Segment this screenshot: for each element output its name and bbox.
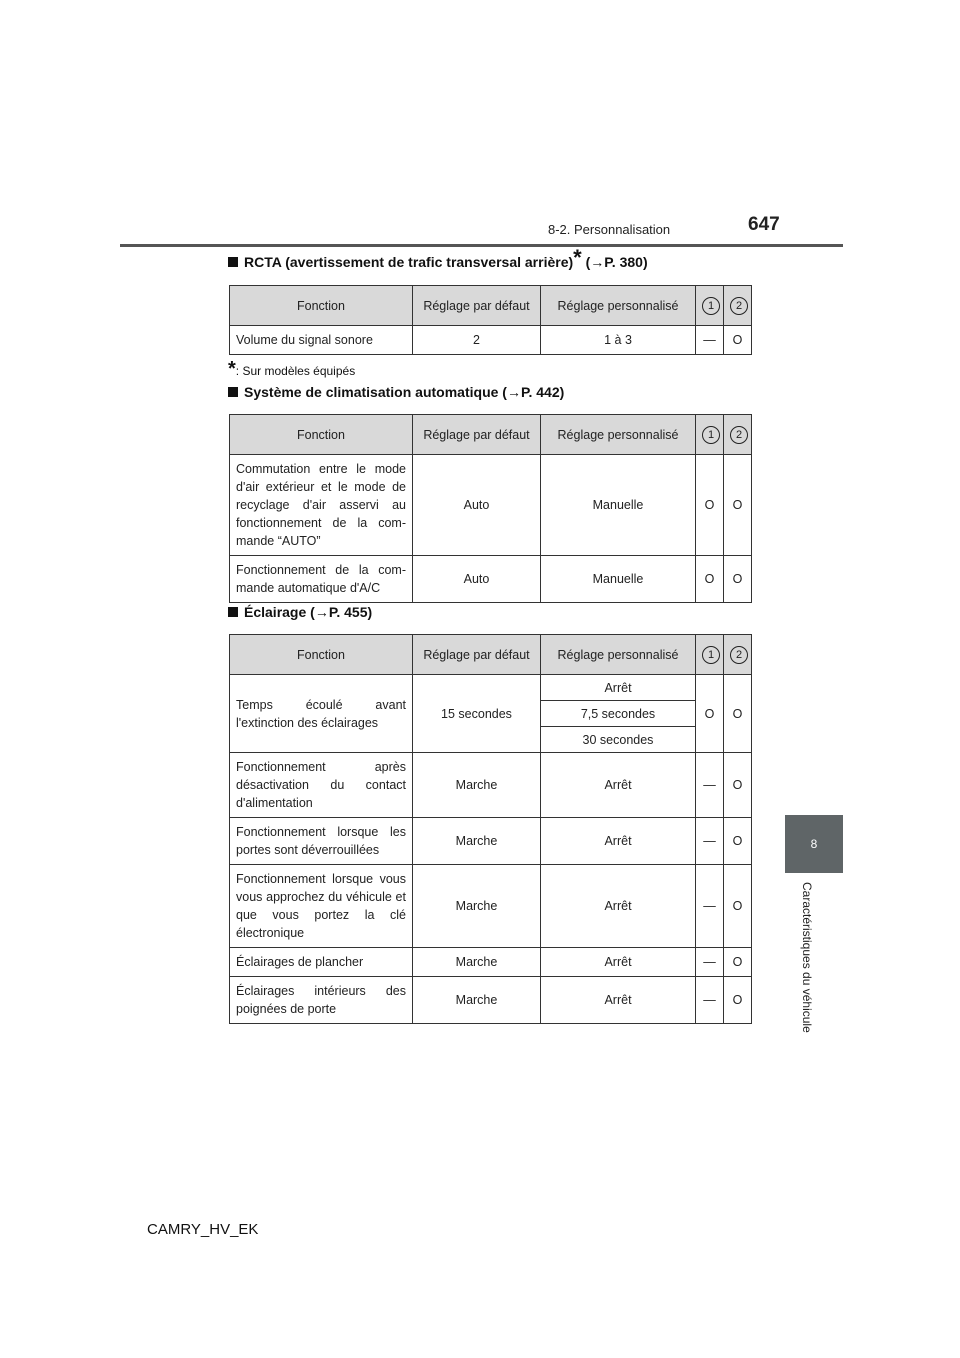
square-bullet-icon bbox=[228, 607, 238, 617]
cell-function: Fonctionnement lorsque vous vous approchez du véhicule et que vous portez la clé électronique bbox=[230, 865, 413, 948]
cell-method-1: O bbox=[696, 675, 724, 753]
cell-method-2: O bbox=[724, 753, 752, 818]
table-row bbox=[230, 753, 752, 818]
section-title: Éclairage (→P. 455) bbox=[244, 604, 373, 620]
col-header-function: Fonction bbox=[230, 286, 413, 326]
table-header-row bbox=[230, 415, 752, 455]
col-header-2 bbox=[724, 415, 752, 455]
cell-method-2: O bbox=[724, 675, 752, 753]
section-heading-climatisation bbox=[228, 384, 564, 400]
col-header-custom: Réglage personnalisé bbox=[541, 286, 696, 326]
col-header-default: Réglage par défaut bbox=[413, 286, 541, 326]
cell-method-2: O bbox=[724, 326, 752, 355]
cell-default: Marche bbox=[413, 753, 541, 818]
table-row bbox=[230, 556, 752, 603]
section-page-ref: (→P. 380) bbox=[581, 254, 648, 270]
col-header-default: Réglage par défaut bbox=[413, 635, 541, 675]
table-row bbox=[230, 948, 752, 977]
cell-method-1: — bbox=[696, 865, 724, 948]
cell-method-1: — bbox=[696, 818, 724, 865]
cell-custom: Arrêt bbox=[541, 948, 696, 977]
cell-method-1: O bbox=[696, 455, 724, 556]
cell-default: Marche bbox=[413, 948, 541, 977]
footnote-text: : Sur modèles équipés bbox=[235, 364, 356, 378]
cell-default: Marche bbox=[413, 818, 541, 865]
cell-method-2: O bbox=[724, 818, 752, 865]
table-row bbox=[230, 675, 752, 701]
cell-method-1: — bbox=[696, 948, 724, 977]
cell-method-2: O bbox=[724, 948, 752, 977]
cell-custom: 1 à 3 bbox=[541, 326, 696, 355]
cell-method-1: — bbox=[696, 977, 724, 1024]
cell-function: Volume du signal sonore bbox=[230, 326, 413, 355]
section-title: RCTA (avertissement de trafic transversal arrière) bbox=[244, 254, 574, 270]
col-header-default: Réglage par défaut bbox=[413, 415, 541, 455]
model-code: CAMRY_HV_EK bbox=[147, 1221, 259, 1238]
square-bullet-icon bbox=[228, 387, 238, 397]
cell-function: Éclairages de plancher bbox=[230, 948, 413, 977]
cell-method-1: O bbox=[696, 556, 724, 603]
circled-number-1: 1 bbox=[702, 297, 720, 315]
chapter-tab[interactable] bbox=[785, 815, 843, 873]
eclairage-table bbox=[229, 634, 752, 1024]
col-header-1 bbox=[696, 286, 724, 326]
col-header-2 bbox=[724, 286, 752, 326]
page-number: 647 bbox=[748, 214, 780, 235]
footnote-mark: * bbox=[228, 358, 236, 380]
col-header-custom: Réglage personnalisé bbox=[541, 635, 696, 675]
circled-number-2: 2 bbox=[730, 426, 748, 444]
cell-default: 15 secondes bbox=[413, 675, 541, 753]
rcta-table bbox=[229, 285, 752, 355]
cell-method-1: — bbox=[696, 326, 724, 355]
cell-function: Temps écoulé avant l'extinction des éclairages bbox=[230, 675, 413, 753]
header-rule bbox=[120, 244, 843, 247]
table-header-row bbox=[230, 286, 752, 326]
cell-custom: Arrêt bbox=[541, 977, 696, 1024]
table-row bbox=[230, 455, 752, 556]
section-heading-eclairage bbox=[228, 604, 372, 620]
cell-custom-option: 7,5 secondes bbox=[541, 701, 696, 727]
cell-default: Auto bbox=[413, 556, 541, 603]
cell-method-1: — bbox=[696, 753, 724, 818]
col-header-1 bbox=[696, 415, 724, 455]
table-row bbox=[230, 326, 752, 355]
cell-method-2: O bbox=[724, 977, 752, 1024]
circled-number-2: 2 bbox=[730, 646, 748, 664]
col-header-function: Fonction bbox=[230, 415, 413, 455]
cell-method-2: O bbox=[724, 455, 752, 556]
col-header-2 bbox=[724, 635, 752, 675]
circled-number-1: 1 bbox=[702, 646, 720, 664]
square-bullet-icon bbox=[228, 257, 238, 267]
col-header-function: Fonction bbox=[230, 635, 413, 675]
cell-custom: Manuelle bbox=[541, 455, 696, 556]
cell-method-2: O bbox=[724, 556, 752, 603]
cell-default: Marche bbox=[413, 977, 541, 1024]
section-title: Système de climatisation automatique (→P. 442) bbox=[244, 384, 565, 400]
circled-number-1: 1 bbox=[702, 426, 720, 444]
chapter-tab-label: Caractéristiques du véhicule bbox=[800, 882, 814, 1033]
table-row bbox=[230, 818, 752, 865]
cell-custom-option: Arrêt bbox=[541, 675, 696, 701]
chapter-tab-number: 8 bbox=[810, 837, 818, 851]
cell-function: Fonctionnement après désactivation du contact d'alimentation bbox=[230, 753, 413, 818]
cell-function: Commutation entre le mode d'air extérieur et le mode de recyclage d'air asservi au fonctionnement de la com-mande “AUTO” bbox=[230, 455, 413, 556]
asterisk-mark: * bbox=[573, 245, 582, 271]
cell-default: Marche bbox=[413, 865, 541, 948]
footnote bbox=[228, 358, 355, 381]
table-row bbox=[230, 865, 752, 948]
header-section-title: 8-2. Personnalisation bbox=[548, 222, 671, 237]
col-header-1 bbox=[696, 635, 724, 675]
cell-default: 2 bbox=[413, 326, 541, 355]
table-header-row bbox=[230, 635, 752, 675]
cell-function: Éclairages intérieurs des poignées de porte bbox=[230, 977, 413, 1024]
cell-custom: Arrêt bbox=[541, 865, 696, 948]
cell-custom-option: 30 secondes bbox=[541, 727, 696, 753]
cell-default: Auto bbox=[413, 455, 541, 556]
cell-custom: Arrêt bbox=[541, 753, 696, 818]
cell-function: Fonctionnement lorsque les portes sont déverrouillées bbox=[230, 818, 413, 865]
table-row bbox=[230, 977, 752, 1024]
cell-custom: Arrêt bbox=[541, 818, 696, 865]
section-heading-rcta bbox=[228, 245, 648, 271]
climatisation-table bbox=[229, 414, 752, 603]
cell-function: Fonctionnement de la com-mande automatique d'A/C bbox=[230, 556, 413, 603]
circled-number-2: 2 bbox=[730, 297, 748, 315]
cell-custom: Manuelle bbox=[541, 556, 696, 603]
col-header-custom: Réglage personnalisé bbox=[541, 415, 696, 455]
cell-method-2: O bbox=[724, 865, 752, 948]
